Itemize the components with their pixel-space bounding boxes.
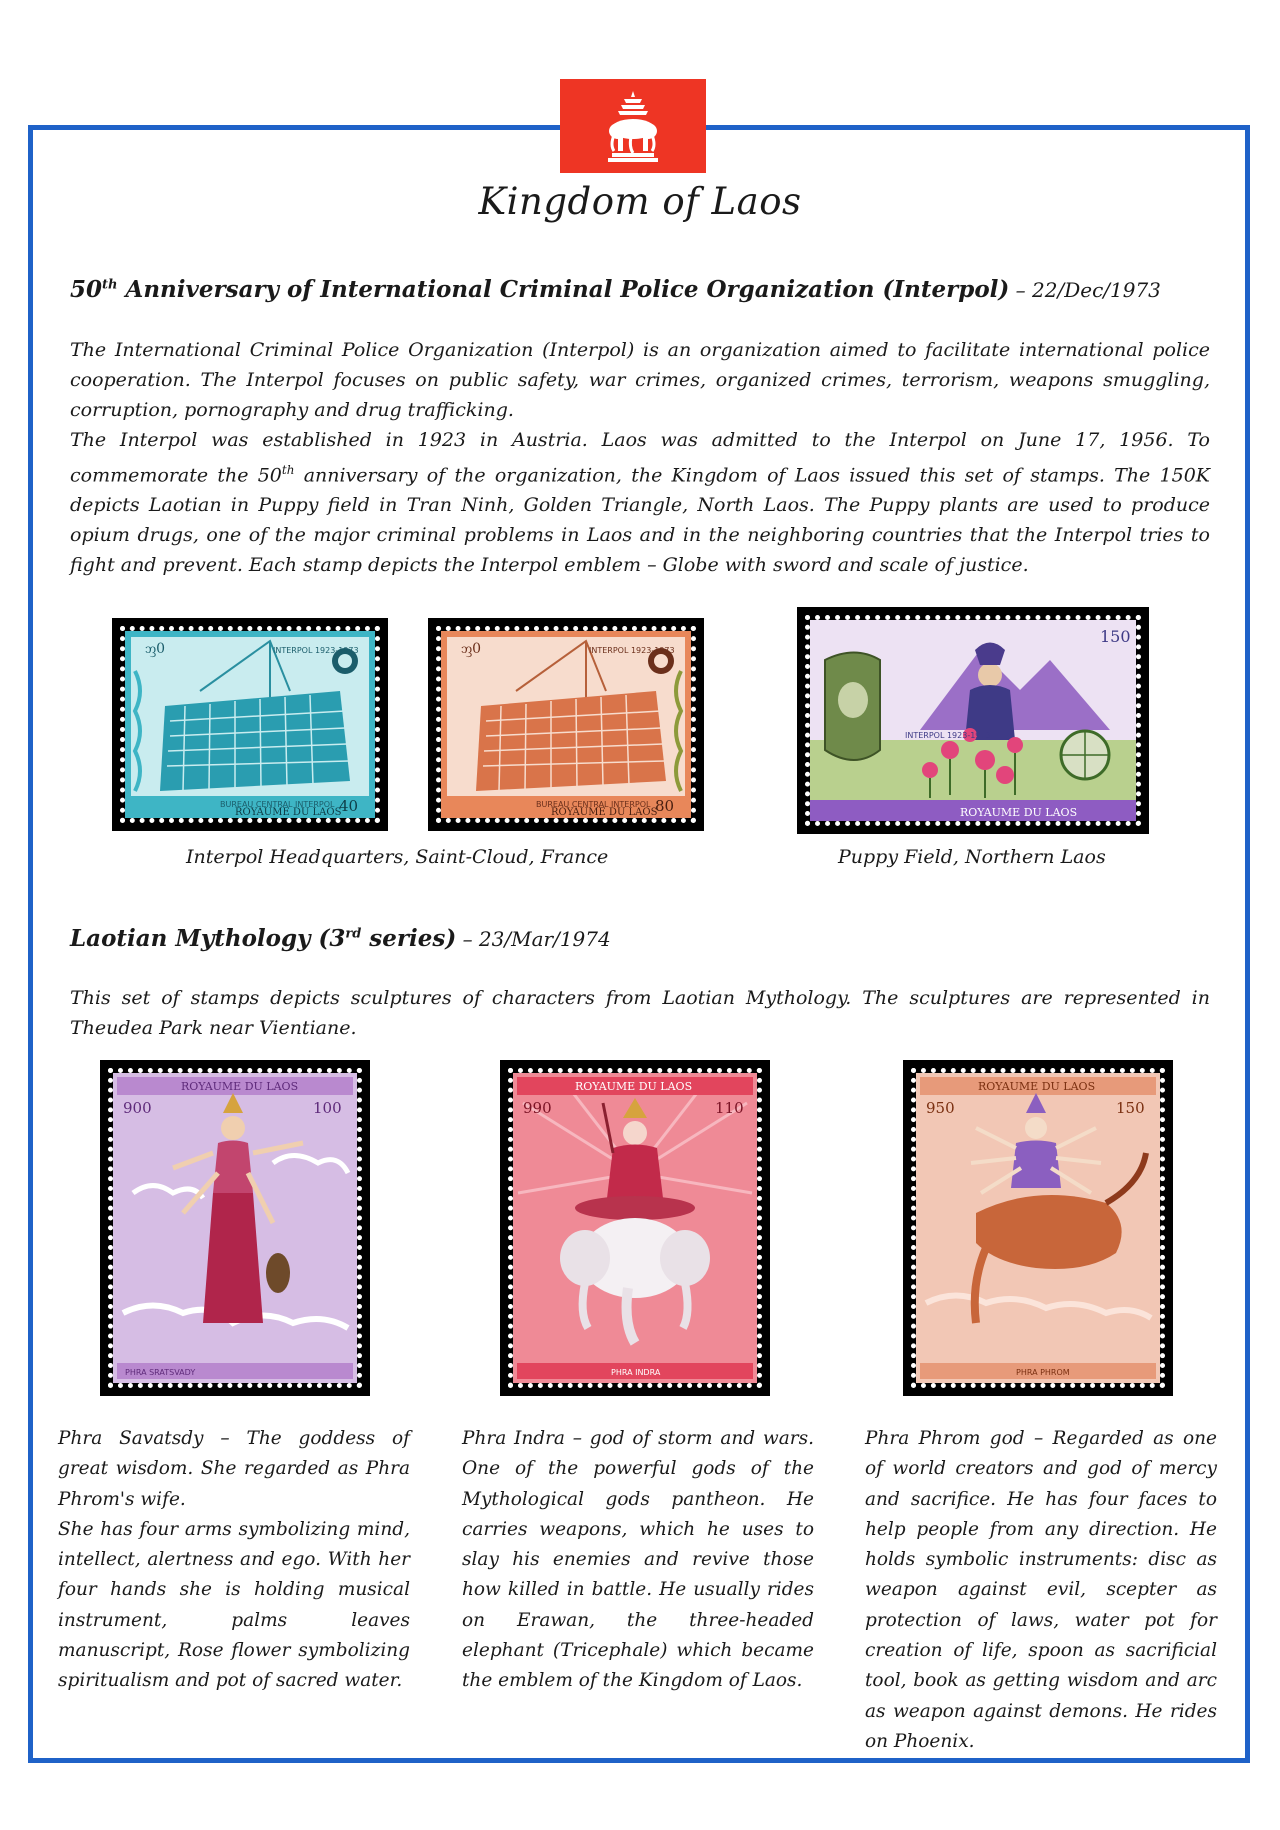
stamp-interpol-40k xyxy=(112,618,388,831)
caption-interpol-headquarters: Interpol Headquarters, Saint-Cloud, France xyxy=(186,846,609,868)
svg-text:ROYAUME DU LAOS: ROYAUME DU LAOS xyxy=(978,1080,1096,1093)
svg-text:950: 950 xyxy=(926,1099,955,1117)
svg-text:ᦀ0: ᦀ0 xyxy=(461,641,482,657)
svg-text:40: 40 xyxy=(339,797,359,815)
stamp-phra-sratsvady-100k xyxy=(100,1060,370,1396)
description-phra-savatsdy-p1: Phra Savatsdy – The goddess of great wisdom. She regarded as Phra Phrom's wife. xyxy=(58,1428,410,1510)
description-phra-savatsdy-p2: She has four arms symbolizing mind, intellect, alertness and ego. With her four hands she is holding musical instrument, palms leaves manuscript, Rose flower symbolizing spiritualism and pot of sacred water. xyxy=(58,1518,410,1692)
section-title-mythology: Laotian Mythology (3rd series) – 23/Mar/1974 xyxy=(70,925,611,952)
svg-text:150: 150 xyxy=(1116,1099,1145,1117)
svg-text:110: 110 xyxy=(715,1099,744,1117)
svg-text:ROYAUME DU LAOS: ROYAUME DU LAOS xyxy=(551,807,658,818)
svg-text:INTERPOL 1923-1973: INTERPOL 1923-1973 xyxy=(905,731,991,740)
description-phra-phrom: Phra Phrom god – Regarded as one of world creators and god of mercy and sacrifice. He has four faces to help people from any direction. He holds symbolic instruments: disc as weapon against evil, scepter as protection of laws, water pot for creation of life, spoon as sacrificial tool, book as getting wisdom and arc as weapon against demons. He rides on Phoenix. xyxy=(865,1428,1217,1752)
description-phra-indra: Phra Indra – god of storm and wars. One of the powerful gods of the Mythological gods pantheon. He carries weapons, which he uses to slay his enemies and revive those how killed in battle. He usually rides on Erawan, the three-headed elephant (Tricephale) which became the emblem of the Kingdom of Laos. xyxy=(462,1428,814,1692)
interpol-description xyxy=(70,335,1210,580)
svg-text:INTERPOL 1923-1973: INTERPOL 1923-1973 xyxy=(273,646,359,655)
svg-text:150: 150 xyxy=(1100,627,1131,646)
svg-text:INTERPOL 1923-1973: INTERPOL 1923-1973 xyxy=(589,646,675,655)
svg-text:100: 100 xyxy=(313,1099,342,1117)
interpol-paragraph-2: The Interpol was established in 1923 in Austria. Laos was admitted to the Interpol on June 17, 1956. To commemorate the 50th anniversary of the organization, the Kingdom of Laos issued this set of stamps. The 150K depicts Laotian in Puppy field in Tran Ninh, Golden Triangle, North Laos. The Puppy plants are used to produce opium drugs, one of the major criminal problems in Laos and in the neighboring countries that the Interpol tries to fight and prevent. Each stamp depicts the Interpol emblem – Globe with sword and scale of justice. xyxy=(70,429,1210,577)
svg-text:ROYAUME DU LAOS: ROYAUME DU LAOS xyxy=(960,806,1078,819)
stamp-poppy-field-150k xyxy=(797,607,1149,834)
svg-text:900: 900 xyxy=(123,1099,152,1117)
svg-text:ᦀ0: ᦀ0 xyxy=(145,641,166,657)
mythology-description: This set of stamps depicts sculptures of characters from Laotian Mythology. The sculptures are represented in Theudea Park near Vientiane. xyxy=(70,987,1210,1039)
svg-text:BUREAU CENTRAL INTERPOL: BUREAU CENTRAL INTERPOL xyxy=(220,800,335,809)
section-title-interpol: 50th Anniversary of International Criminal Police Organization (Interpol) – 22/Dec/1973 xyxy=(70,276,1161,303)
elephant-emblem-icon xyxy=(604,89,662,163)
svg-text:ROYAUME DU LAOS: ROYAUME DU LAOS xyxy=(235,807,342,818)
svg-text:990: 990 xyxy=(523,1099,552,1117)
stamp-phra-indra-110k xyxy=(500,1060,770,1396)
svg-text:BUREAU CENTRAL INTERPOL: BUREAU CENTRAL INTERPOL xyxy=(536,800,651,809)
svg-text:PHRA PHROM: PHRA PHROM xyxy=(1016,1368,1070,1377)
svg-text:ROYAUME DU LAOS: ROYAUME DU LAOS xyxy=(181,1080,299,1093)
svg-text:80: 80 xyxy=(655,797,675,815)
svg-text:ROYAUME DU LAOS: ROYAUME DU LAOS xyxy=(575,1080,693,1093)
country-title: Kingdom of Laos xyxy=(478,180,802,223)
interpol-paragraph-1: The International Criminal Police Organization (Interpol) is an organization aimed to facilitate international police cooperation. The Interpol focuses on public safety, war crimes, organized crimes, terrorism, weapons smuggling, corruption, pornography and drug trafficking. xyxy=(70,339,1210,421)
stamp-interpol-80k xyxy=(428,618,704,831)
description-phra-savatsdy xyxy=(58,1424,410,1697)
svg-text:PHRA SRATSVADY: PHRA SRATSVADY xyxy=(125,1368,196,1377)
svg-text:PHRA INDRA: PHRA INDRA xyxy=(611,1368,661,1377)
stamp-phra-phrom-150k xyxy=(903,1060,1173,1396)
laos-royal-flag xyxy=(560,79,706,173)
caption-poppy-field: Puppy Field, Northern Laos xyxy=(838,846,1106,868)
